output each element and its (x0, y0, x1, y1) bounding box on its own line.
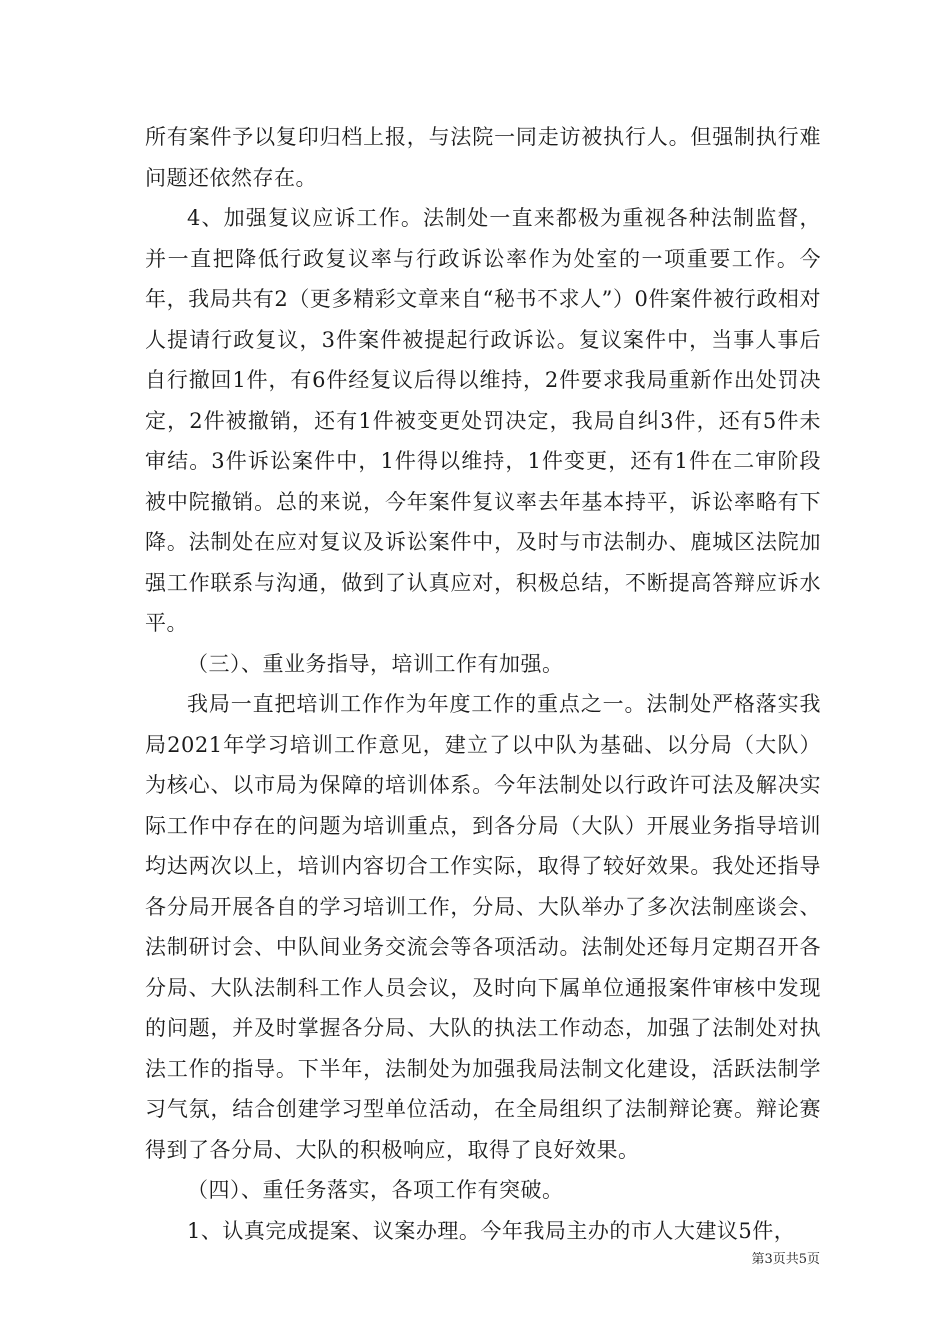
paragraph-review-litigation: 4、加强复议应诉工作。法制处一直来都极为重视各种法制监督，并一直把降低行政复议率与行政诉讼率作为处室的一项重要工作。今年，我局共有2（更多精彩文章来自“秘书不求人”）0件案件被行政相对人提请行政复议，3件案件被提起行政诉讼。复议案件中，当事人事后自行撤回1件，有6件经复议后得以维持，2件要求我局重新作出处罚决定，2件被撤销，还有1件被变更处罚决定，我局自纠3件，还有5件未审结。3件诉讼案件中，1件得以维持，1件变更，还有1件在二审阶段被中院撤销。总的来说，今年案件复议率去年基本持平，诉讼率略有下降。法制处在应对复议及诉讼案件中，及时与市法制办、鹿城区法院加强工作联系与沟通，做到了认真应对，积极总结，不断提高答辩应诉水平。 (145, 206, 821, 635)
paragraph-continuation: 所有案件予以复印归档上报，与法院一同走访被执行人。但强制执行难问题还依然存在。 (145, 125, 821, 190)
paragraph-training: 我局一直把培训工作作为年度工作的重点之一。法制处严格落实我局2021年学习培训工作意见，建立了以中队为基础、以分局（大队）为核心、以市局为保障的培训体系。今年法制处以行政许可法及解决实际工作中存在的问题为培训重点，到各分局（大队）开展业务指导培训均达两次以上，培训内容切合工作实际，取得了较好效果。我处还指导各分局开展各自的学习培训工作，分局、大队举办了多次法制座谈会、法制研讨会、中队间业务交流会等各项活动。法制处还每月定期召开各分局、大队法制科工作人员会议，及时向下属单位通报案件审核中发现的问题，并及时掌握各分局、大队的执法工作动态，加强了法制处对执法工作的指导。下半年，法制处为加强我局法制文化建设，活跃法制学习气氛，结合创建学习型单位活动，在全局组织了法制辩论赛。辩论赛得到了各分局、大队的积极响应，取得了良好效果。 (145, 692, 821, 1162)
document-body (145, 117, 821, 1251)
section-heading-three: （三）、重业务指导，培训工作有加强。 (187, 651, 564, 676)
paragraph-proposals: 1、认真完成提案、议案办理。今年我局主办的市人大建议5件， (187, 1218, 796, 1243)
section-heading-four: （四）、重任务落实，各项工作有突破。 (187, 1178, 564, 1202)
page-number-footer: 第3页共5页 (751, 1252, 820, 1267)
